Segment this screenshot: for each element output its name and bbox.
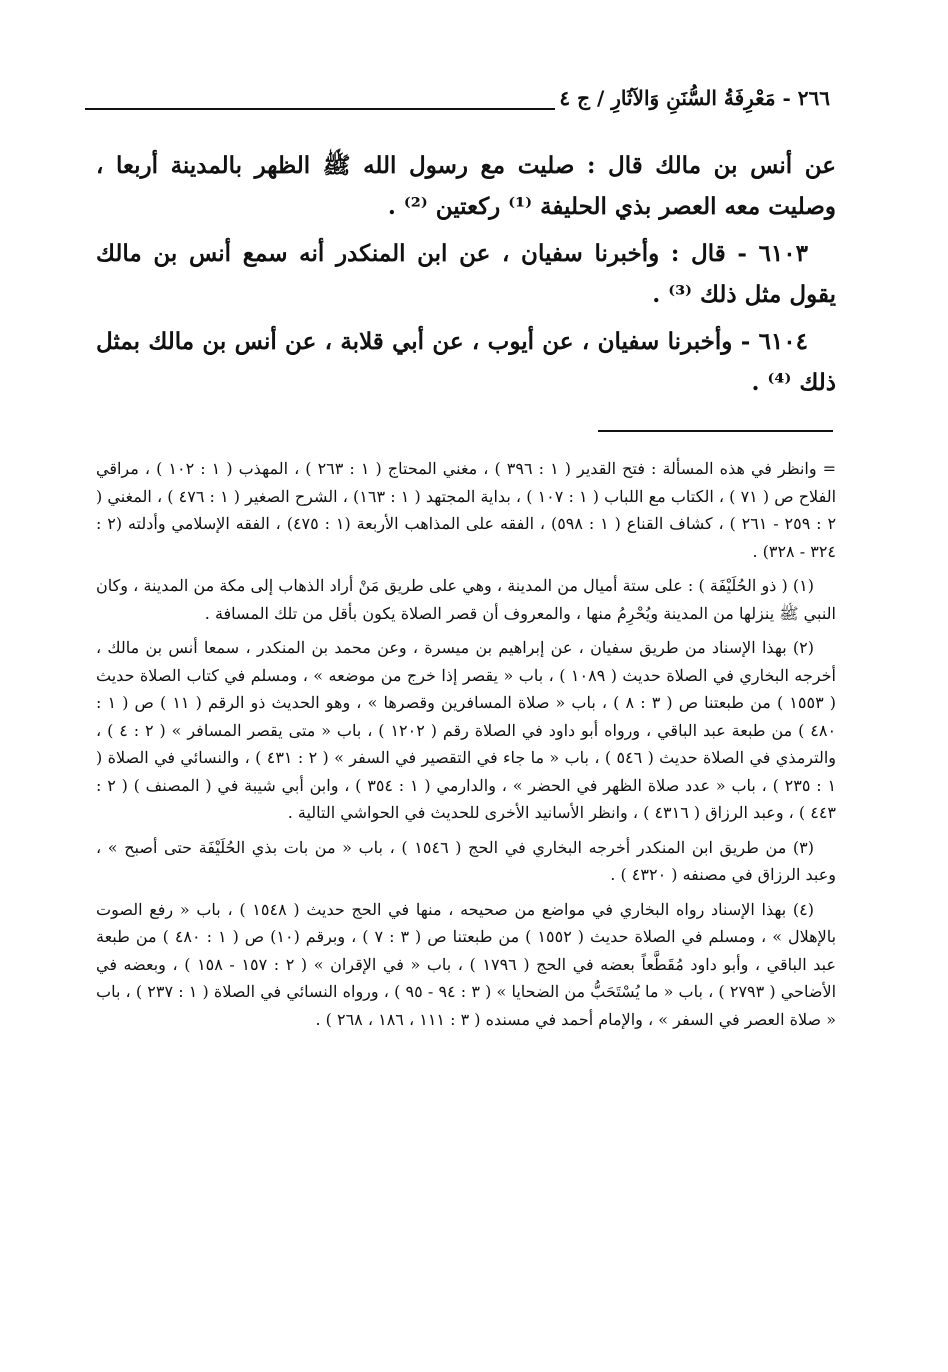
page-header (85, 86, 830, 126)
footnote-separator (598, 430, 833, 432)
footnote-4: (٤) بهذا الإسناد رواه البخاري في مواضع من صحيحه ، منها في الحج حديث ( ١٥٤٨ ) ، باب « رفع الصوت بالإهلال » ، ومسلم في الصلاة حديث ( ١٥٥٢ ) من طبعتنا ص ( ٣ : ٧ ) ، وبرقم (١٠) ص ( ١ : ٤٨٠ ) من طبعة عبد الباقي ، وأبو داود مُقَطَّعاً بعضه في الحج ( ١٧٩٦ ) ، باب « في الإقران » ( ٢ : ١٥٧ - ١٥٨ ) ، وبعضه في الأضاحي ( ٢٧٩٣ ) ، باب « ما يُسْتَحَبُّ من الضحايا » ( ٣ : ٩٤ - ٩٥ ) ، ورواه النسائي في الصلاة ( ١ : ٢٣٧ ) ، باب « صلاة العصر في السفر » ، والإمام أحمد في مسنده ( ٣ : ١١١ ، ١٨٦ ، ٢٦٨ ) . (96, 899, 837, 1029)
footnotes (96, 455, 836, 1040)
footnote-1: (١) ( ذو الحُلَيْفَة ) : على ستة أميال من المدينة ، وهي على طريق مَنْ أراد الذهاب إلى مكة من المدينة ، وكان النبي ﷺ ينزلها من المدينة ويُحْرِمُ منها ، والمعروف أن قصر الصلاة يكون بأقل من تلك المسافة . (96, 576, 836, 623)
running-title: ٢٦٦ - مَعْرِفَةُ السُّنَنِ وَالآثَارِ / ج ٤ (559, 86, 830, 110)
main-paragraph-1: عن أنس بن مالك قال : صليت مع رسول الله ﷺ الظهر بالمدينة أربعا ، وصليت معه العصر بذي الحليفة ⁽¹⁾ ركعتين ⁽²⁾ . (96, 152, 836, 220)
footnote-2: (٢) بهذا الإسناد من طريق سفيان ، عن إبراهيم بن ميسرة ، وعن محمد بن المنكدر ، سمعا أنس بن مالك ، أخرجه البخاري في الصلاة حديث ( ١٠٨٩ ) ، باب « يقصر إذا خرج من موضعه » ، ومسلم في كتاب الصلاة حديث ( ١٥٥٣ ) من طبعتنا ص ( ٣ : ٨ ) ، باب « صلاة المسافرين وقصرها » ، وهو الحديث ذو الرقم ( ١١ ) ص ( ١ : ٤٨٠ ) من طبعة عبد الباقي ، ورواه أبو داود في الصلاة رقم ( ١٢٠٢ ) ، باب « متى يقصر المسافر » ( ٢ : ٤ ) ، والترمذي في الصلاة حديث ( ٥٤٦ ) ، باب « ما جاء في التقصير في السفر » ( ٢ : ٤٣١ ) ، والنسائي في الصلاة ( ١ : ٢٣٥ ) ، باب « عدد صلاة الظهر في الحضر » ، والدارمي ( ١ : ٣٥٤ ) ، وابن أبي شيبة في ( المصنف ) ( ٢ : ٤٤٣ ) ، وعبد الرزاق ( ٤٣١٦ ) ، وانظر الأسانيد الأخرى للحديث في الحواشي التالية . (96, 638, 837, 822)
hadith-6103: ٦١٠٣ - قال : وأخبرنا سفيان ، عن ابن المنكدر أنه سمع أنس بن مالك يقول مثل ذلك ⁽³⁾ . (96, 240, 836, 308)
main-text (96, 145, 836, 409)
header-rule (85, 108, 555, 110)
footnote-3: (٣) من طريق ابن المنكدر أخرجه البخاري في الحج ( ١٥٤٦ ) ، باب « من بات بذي الحُلَيْفَة حتى أصبح » ، وعبد الرزاق في مصنفه ( ٤٣٢٠ ) . (96, 837, 836, 884)
hadith-6104: ٦١٠٤ - وأخبرنا سفيان ، عن أيوب ، عن أبي قلابة ، عن أنس بن مالك بمثل ذلك ⁽⁴⁾ . (96, 328, 836, 396)
footnote-continuation: = وانظر في هذه المسألة : فتح القدير ( ١ : ٣٩٦ ) ، مغني المحتاج ( ١ : ٢٦٣ ) ، المهذب ( ١ : ١٠٢ ) ، مراقي الفلاح ص ( ٧١ ) ، الكتاب مع اللباب ( ١ : ١٠٧ ) ، بداية المجتهد ( ١ : ١٦٣) ، الشرح الصغير ( ١ : ٤٧٦ ) ، المغني ( ٢ : ٢٥٩ - ٢٦١ ) ، كشاف القناع ( ١ : ٥٩٨) ، الفقه على المذاهب الأربعة (١ : ٤٧٥) ، الفقه الإسلامي وأدلته (٢ : ٣٢٤ - ٣٢٨) . (96, 459, 837, 561)
